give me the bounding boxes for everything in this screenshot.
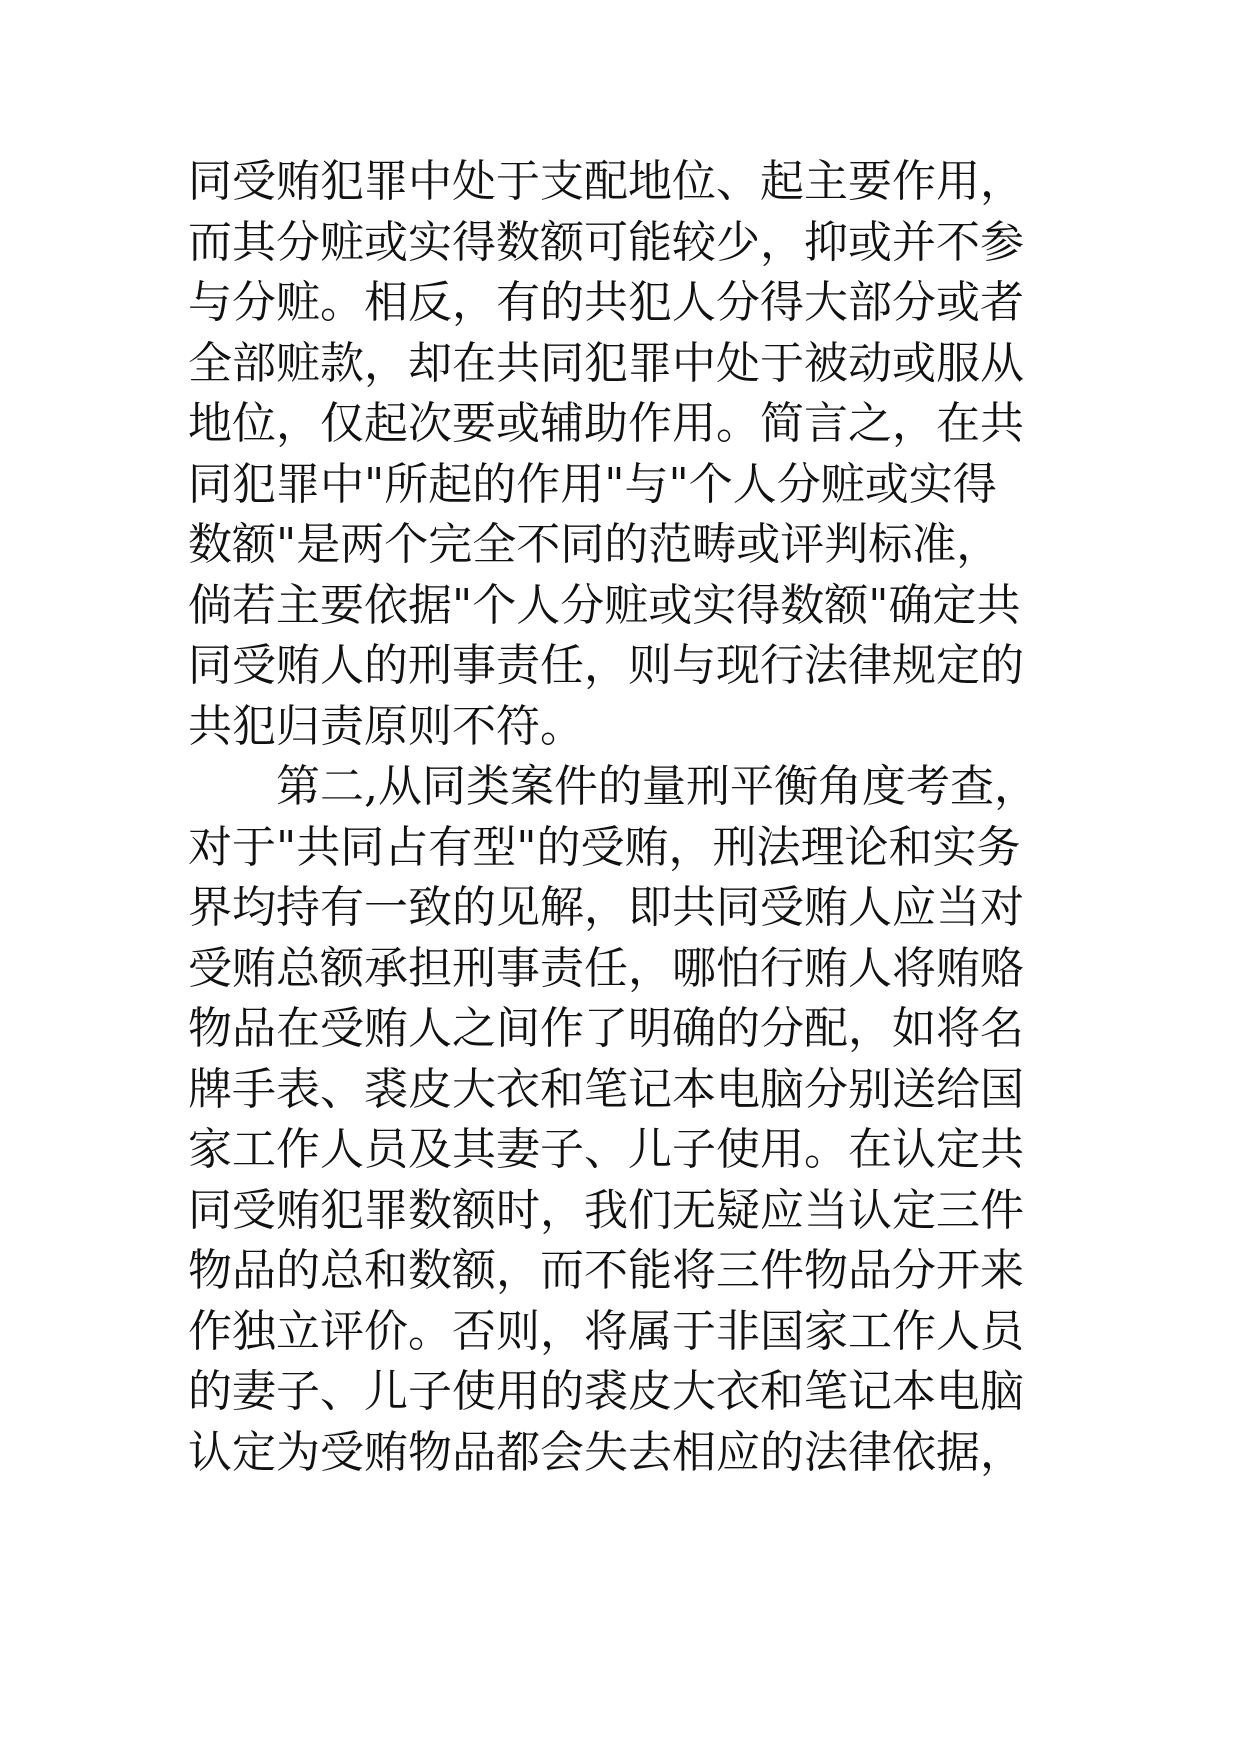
- text-line: 数额"是两个完全不同的范畴或评判标准，: [188, 519, 1001, 570]
- text-line: 物品在受贿人之间作了明确的分配，如将名: [188, 1003, 1024, 1054]
- text-line: 与分赃。相反，有的共犯人分得大部分或者: [188, 277, 1024, 328]
- text-line: 认定为受贿物品都会失去相应的法律依据，: [188, 1426, 1024, 1478]
- text-line: 对于"共同占有型"的受贿，刑法理论和实务: [188, 821, 1021, 873]
- text-line: 倘若主要依据"个人分赃或实得数额"确定共: [188, 579, 1021, 631]
- text-line: 同受贿犯罪数额时，我们无疑应当认定三件: [188, 1184, 1024, 1236]
- text-line: 界均持有一致的见解，即共同受贿人应当对: [188, 882, 1024, 933]
- text-line: 牌手表、裘皮大衣和笔记本电脑分别送给国: [188, 1063, 1024, 1115]
- text-line: 的妻子、儿子使用的裘皮大衣和笔记本电脑: [188, 1366, 1024, 1417]
- text-line: 家工作人员及其妻子、儿子使用。在认定共: [188, 1124, 1024, 1175]
- text-line: 同犯罪中"所起的作用"与"个人分赃或实得: [188, 458, 997, 510]
- body-text: [188, 152, 1088, 1483]
- text-line: 全部赃款，却在共同犯罪中处于被动或服从: [188, 337, 1024, 389]
- paragraph-first-line: 第二,从同类案件的量刑平衡角度考查，: [276, 761, 1038, 812]
- text-line: 物品的总和数额，而不能将三件物品分开来: [188, 1245, 1024, 1296]
- text-line: 地位，仅起次要或辅助作用。简言之，在共: [188, 398, 1024, 449]
- text-line: 共犯归责原则不符。: [188, 700, 584, 752]
- text-line: 同受贿人的刑事责任，则与现行法律规定的: [188, 640, 1024, 691]
- text-line: 而其分赃或实得数额可能较少，抑或并不参: [188, 216, 1024, 268]
- text-line: 受贿总额承担刑事责任，哪怕行贿人将贿赂: [188, 942, 1024, 994]
- text-line: 作独立评价。否则，将属于非国家工作人员: [188, 1305, 1024, 1357]
- text-line: 同受贿犯罪中处于支配地位、起主要作用，: [188, 156, 1024, 207]
